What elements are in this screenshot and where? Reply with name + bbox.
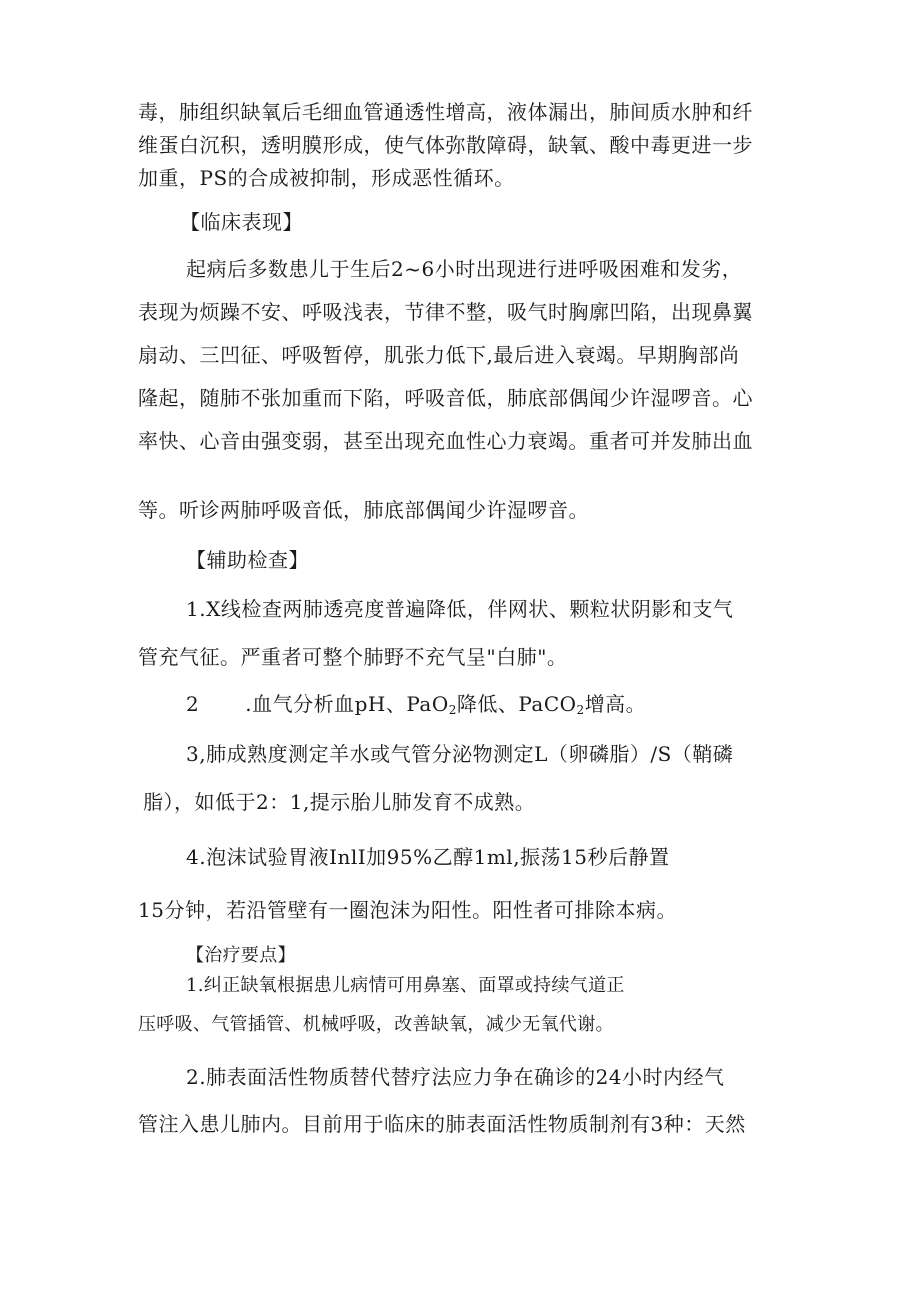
auxiliary-item-3-line: 脂），如低于2：1,提示胎儿肺发育不成熟。 [143,790,536,814]
auxiliary-item-2-text: 降低、PaCO [456,692,577,716]
auxiliary-item-2-number: 2 [186,692,200,716]
auxiliary-item-2-text: 增高。 [584,692,647,716]
section-heading-treatment: 【治疗要点】 [186,945,296,966]
auxiliary-item-2-text: .血气分析血pH、PaO [245,692,449,716]
treatment-item-2-line: 管注入患儿肺内。目前用于临床的肺表面活性物质制剂有3种：天然 [138,1112,746,1136]
section-heading-clinical: 【临床表现】 [180,210,303,234]
subscript: 2 [448,703,457,717]
auxiliary-item-3-line: 3,肺成熟度测定羊水或气管分泌物测定L（卵磷脂）/S（鞘磷 [186,742,734,766]
intro-line: 加重，PS的合成被抑制，形成恶性循环。 [138,166,515,190]
section-heading-auxiliary: 【辅助检查】 [186,548,309,572]
auxiliary-item-4-line: 15分钟，若沿管壁有一圈泡沫为阳性。阳性者可排除本病。 [138,898,677,922]
treatment-item-1-line: 压呼吸、气管插管、机械呼吸，改善缺氧，减少无氧代谢。 [138,1014,614,1035]
subscript: 2 [576,703,585,717]
auxiliary-item-1-line: 1.X线检查两肺透亮度普遍降低，伴网状、颗粒状阴影和支气 [186,597,734,621]
clinical-line: 隆起，随肺不张加重而下陷，呼吸音低，肺底部偶闻少许湿啰音。心 [138,386,753,410]
treatment-item-1-line: 1.纠正缺氧根据患儿病情可用鼻塞、面罩或持续气道正 [186,975,625,996]
clinical-line: 表现为烦躁不安、呼吸浅表，节律不整，吸气时胸廓凹陷，出现鼻翼 [138,300,753,324]
intro-line: 维蛋白沉积，透明膜形成，使气体弥散障碍，缺氧、酸中毒更进一步 [138,133,753,157]
intro-line: 毒，肺组织缺氧后毛细血管通透性增高，液体漏出，肺间质水肿和纤 [138,100,753,124]
treatment-item-2-line: 2.肺表面活性物质替代替疗法应力争在确诊的24小时内经气 [186,1065,725,1089]
clinical-line: 起病后多数患儿于生后2~6小时出现进行进呼吸困难和发劣， [186,257,743,281]
clinical-line: 率快、心音由强变弱，甚至出现充血性心力衰竭。重者可并发肺出血 [138,429,753,453]
auxiliary-item-1-line: 管充气征。严重者可整个肺野不充气呈"白肺"。 [138,645,568,669]
clinical-line: 扇动、三凹征、呼吸暂停，肌张力低下,最后进入衰竭。早期胸部尚 [138,343,740,367]
auxiliary-item-4-line: 4.泡沫试验胃液InlI加95%乙醇1ml,振荡15秒后静置 [186,845,670,869]
clinical-line: 等。听诊两肺呼吸音低，肺底部偶闻少许湿啰音。 [138,498,589,522]
auxiliary-item-2 [186,690,646,718]
